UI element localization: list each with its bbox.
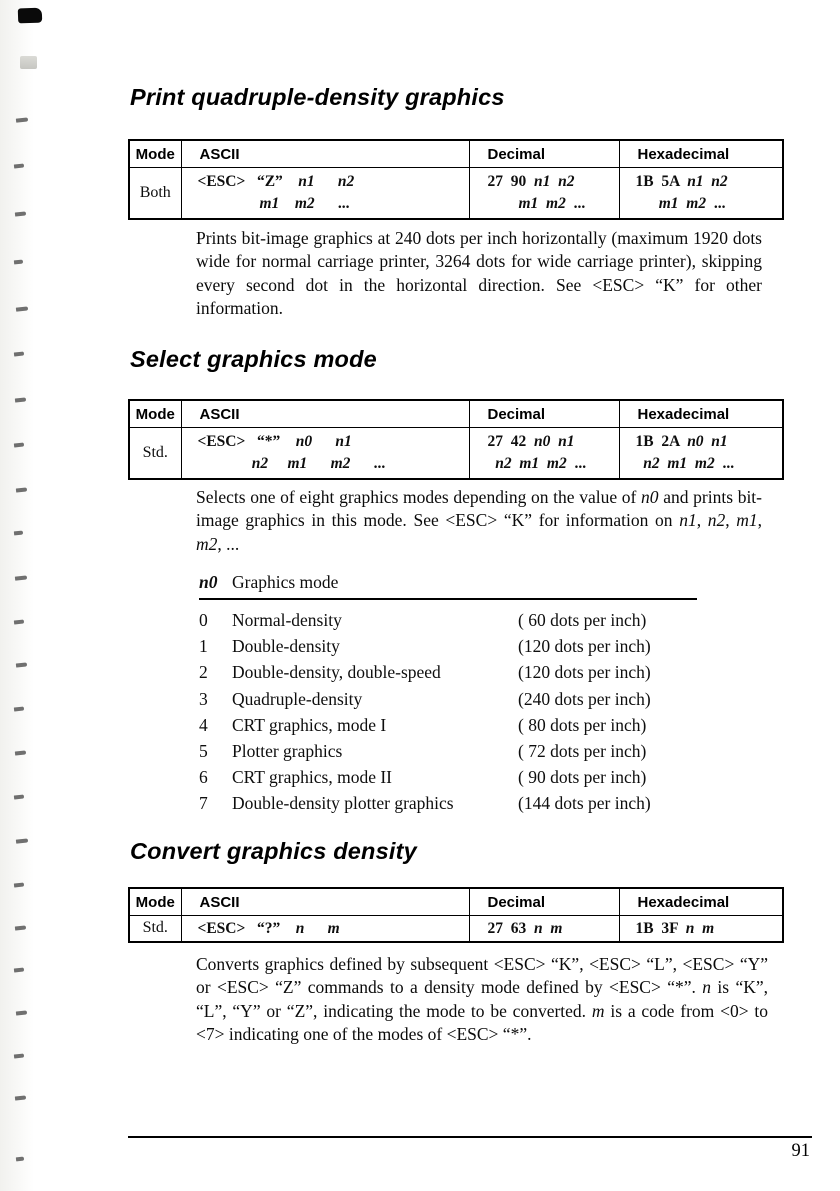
mode-value: Std.	[129, 427, 181, 479]
list-item	[199, 712, 697, 738]
mode-number: 5	[199, 741, 208, 762]
hex-line-2: m1 m2 ...	[658, 194, 726, 212]
col-header-mode: Mode	[129, 888, 181, 915]
scan-mark	[15, 397, 26, 402]
scan-mark	[16, 838, 28, 843]
scan-mark	[14, 442, 24, 447]
mode-number: 0	[199, 610, 208, 630]
mode-dpi: ( 80 dots per inch)	[518, 714, 647, 735]
scan-mark	[14, 619, 24, 624]
hex-line-1: 1B 3F n m	[635, 919, 715, 937]
mode-number: 6	[199, 767, 208, 788]
mode-number: 7	[199, 793, 208, 814]
mode-dpi: (120 dots per inch)	[518, 662, 651, 683]
col-header-mode: Mode	[129, 140, 181, 167]
scan-mark	[14, 882, 24, 887]
col-header-hexadecimal: Hexadecimal	[619, 888, 783, 915]
scan-mark	[16, 1010, 27, 1015]
col-header-decimal: Decimal	[469, 400, 619, 427]
scan-mark	[14, 260, 23, 265]
mode-dpi: ( 72 dots per inch)	[518, 741, 647, 762]
list-item	[199, 659, 697, 685]
graphics-mode-rows	[199, 600, 697, 817]
ascii-sequence	[181, 427, 469, 479]
command-table-quadruple	[128, 139, 782, 220]
mode-dpi: (144 dots per inch)	[518, 793, 651, 814]
ascii-line-2: m1 m2 ...	[259, 194, 350, 212]
mode-number: 2	[199, 662, 208, 683]
paragraph-convert-description: Converts graphics defined by subsequent <ESC> “K”, <ESC> “L”, <ESC> “Y” or <ESC> “Z” commands to a density mode defined by <ESC> “*”. n is “K”, “L”, “Y” or “Z”, indicating the mode to be converted. m is a code from <0> to <7> indicating one of the modes of <ESC> “*”.	[196, 954, 769, 1045]
list-item	[199, 790, 697, 816]
section-title-convert-density: Convert graphics density	[130, 838, 417, 864]
list-item	[199, 633, 697, 659]
scan-smudge	[20, 56, 37, 69]
scan-mark	[14, 967, 24, 972]
page-number: 91	[791, 1141, 810, 1161]
mode-name: Quadruple-density	[232, 688, 363, 709]
hex-line-1: 1B 5A n1 n2	[635, 172, 728, 190]
decimal-line-2: n2 m1 m2 ...	[495, 454, 587, 472]
scan-mark	[15, 211, 26, 216]
ascii-line-2: n2 m1 m2 ...	[251, 454, 386, 472]
section-title-select-graphics: Select graphics mode	[130, 346, 377, 372]
ascii-sequence	[181, 167, 469, 219]
scan-mark	[16, 117, 28, 122]
scan-mark	[16, 487, 27, 492]
col-header-hexadecimal: Hexadecimal	[619, 400, 783, 427]
col-header-hexadecimal: Hexadecimal	[619, 140, 783, 167]
col-header-ascii: ASCII	[181, 888, 469, 915]
list-header-n0: n0	[199, 572, 218, 592]
graphics-mode-list	[199, 572, 697, 817]
hex-line-1: 1B 2A n0 n1	[635, 432, 728, 450]
command-table-convert	[128, 887, 782, 943]
decimal-line-1: 27 90 n1 n2	[487, 172, 575, 190]
hex-sequence	[619, 427, 783, 479]
decimal-sequence	[469, 427, 619, 479]
scan-mark	[16, 1157, 24, 1162]
mode-name: CRT graphics, mode I	[232, 714, 387, 735]
scan-mark	[16, 662, 27, 667]
col-header-decimal: Decimal	[469, 140, 619, 167]
paragraph-select-description: Selects one of eight graphics modes depending on the value of n0 and prints bit-image graphics in this mode. See <ESC> “K” for information on n1, n2, m1, m2, ...	[196, 487, 763, 554]
scan-mark	[14, 531, 23, 536]
mode-dpi: ( 60 dots per inch)	[518, 610, 647, 630]
decimal-sequence	[469, 915, 619, 942]
mode-name: Double-density plotter graphics	[232, 793, 454, 814]
list-item	[199, 607, 697, 633]
mode-dpi: (240 dots per inch)	[518, 688, 651, 709]
col-header-ascii: ASCII	[181, 140, 469, 167]
ascii-line-1: <ESC> “?” n m	[197, 919, 340, 937]
list-header-label: Graphics mode	[232, 572, 339, 592]
scan-mark	[14, 1053, 24, 1058]
decimal-line-1: 27 63 n m	[487, 919, 563, 937]
mode-name: CRT graphics, mode II	[232, 767, 392, 788]
decimal-sequence	[469, 167, 619, 219]
mode-number: 4	[199, 714, 208, 735]
footer-rule	[128, 1136, 812, 1138]
scan-mark	[15, 925, 26, 930]
mode-dpi: ( 90 dots per inch)	[518, 767, 647, 788]
list-item	[199, 686, 697, 712]
mode-name: Double-density, double-speed	[232, 662, 441, 683]
decimal-line-2: m1 m2 ...	[518, 194, 586, 212]
mode-number: 1	[199, 636, 208, 657]
mode-name: Normal-density	[232, 610, 342, 630]
mode-name: Double-density	[232, 636, 340, 657]
scan-mark	[14, 163, 24, 168]
list-item	[199, 764, 697, 790]
section-title-quadruple-density: Print quadruple-density graphics	[130, 84, 505, 110]
scan-mark	[15, 750, 26, 755]
mode-value: Both	[129, 167, 181, 219]
command-table-select	[128, 399, 782, 480]
hex-sequence	[619, 167, 783, 219]
hex-sequence	[619, 915, 783, 942]
scan-mark	[15, 1095, 26, 1100]
hex-line-2: n2 m1 m2 ...	[643, 454, 735, 472]
paragraph-quadruple-description: Prints bit-image graphics at 240 dots per inch horizontally (maximum 1920 dots wide for normal carriage printer, 3264 dots for wide carriage printer), skipping every second dot in the horizontal direction. See <ESC> “K” for other information.	[196, 228, 762, 319]
scan-mark	[14, 794, 24, 799]
binding-mark-icon	[18, 8, 43, 24]
scan-mark	[14, 706, 24, 711]
mode-number: 3	[199, 688, 208, 709]
decimal-line-1: 27 42 n0 n1	[487, 432, 575, 450]
ascii-line-1: <ESC> “*” n0 n1	[197, 432, 352, 450]
col-header-ascii: ASCII	[181, 400, 469, 427]
graphics-mode-list-header	[199, 572, 697, 600]
scan-mark	[16, 306, 28, 311]
col-header-mode: Mode	[129, 400, 181, 427]
mode-dpi: (120 dots per inch)	[518, 636, 651, 657]
ascii-sequence	[181, 915, 469, 942]
mode-value: Std.	[129, 915, 181, 942]
scan-mark	[15, 575, 27, 580]
scan-mark	[14, 351, 24, 356]
ascii-line-1: <ESC> “Z” n1 n2	[197, 172, 355, 190]
list-item	[199, 738, 697, 764]
col-header-decimal: Decimal	[469, 888, 619, 915]
mode-name: Plotter graphics	[232, 741, 343, 762]
